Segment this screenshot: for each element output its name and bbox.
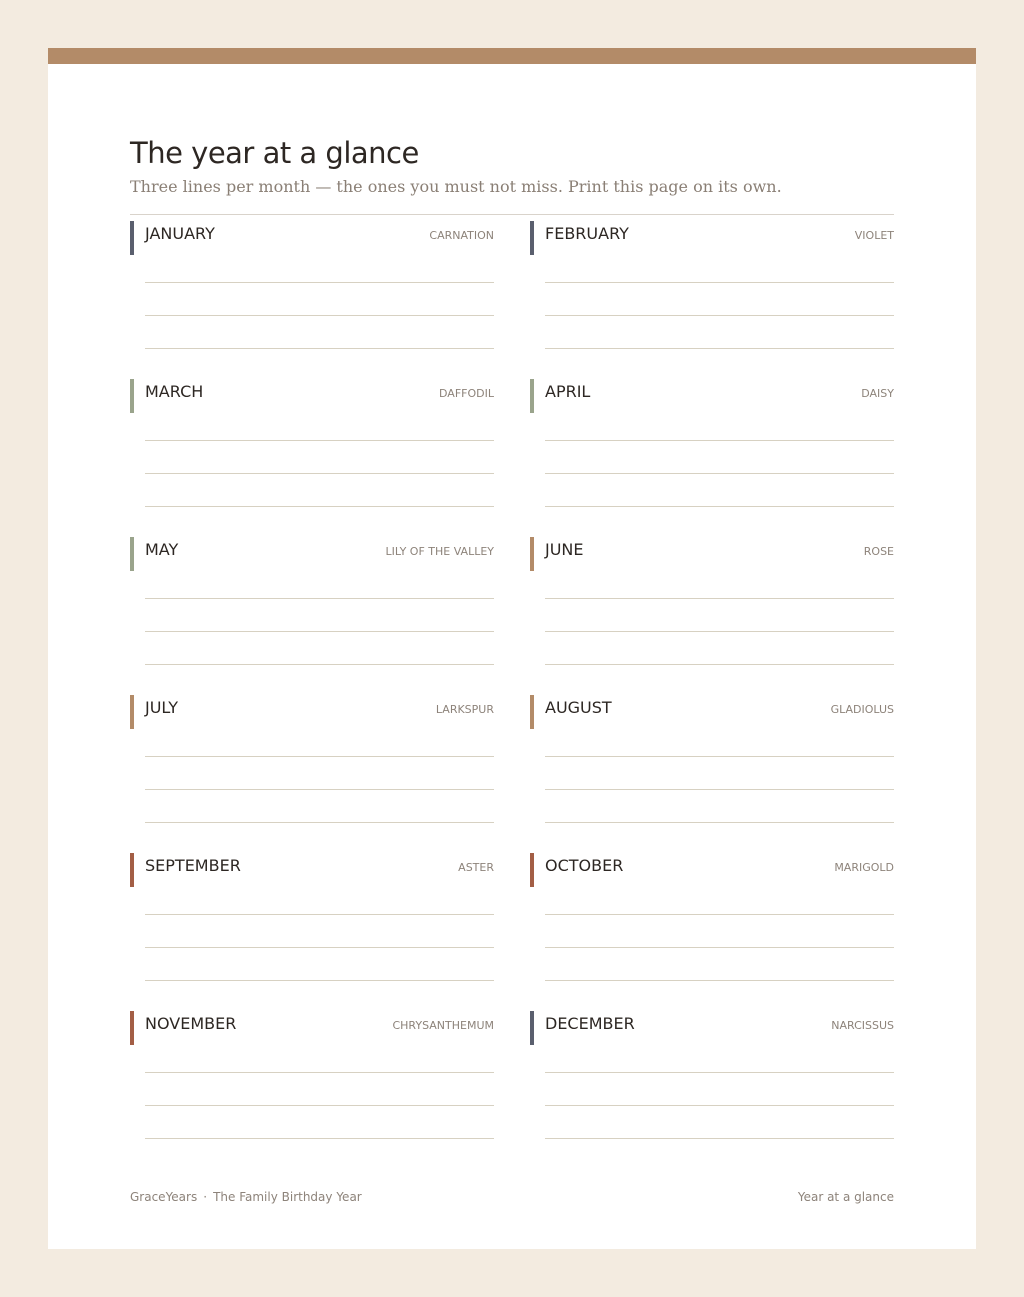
write-line[interactable] — [545, 756, 894, 757]
write-line[interactable] — [145, 914, 494, 915]
month-name: MARCH — [145, 382, 204, 401]
write-line[interactable] — [545, 980, 894, 981]
write-line[interactable] — [145, 664, 494, 665]
write-line[interactable] — [145, 631, 494, 632]
birth-flower: NARCISSUS — [831, 1019, 894, 1032]
month-february — [530, 221, 894, 357]
write-line[interactable] — [145, 506, 494, 507]
month-accent-bar — [130, 221, 134, 255]
write-line[interactable] — [545, 348, 894, 349]
month-name: APRIL — [545, 382, 591, 401]
month-accent-bar — [130, 379, 134, 413]
write-line[interactable] — [145, 1138, 494, 1139]
month-name: DECEMBER — [545, 1014, 635, 1033]
write-line[interactable] — [145, 789, 494, 790]
month-accent-bar — [530, 853, 534, 887]
top-accent-bar — [48, 48, 976, 64]
write-line[interactable] — [545, 914, 894, 915]
month-grid — [130, 221, 894, 1147]
birth-flower: CARNATION — [429, 229, 494, 242]
month-november — [130, 1011, 494, 1147]
write-line[interactable] — [545, 631, 894, 632]
write-line[interactable] — [545, 1072, 894, 1073]
footer-brand-line — [130, 1190, 362, 1204]
write-line[interactable] — [545, 1105, 894, 1106]
month-accent-bar — [530, 537, 534, 571]
month-april — [530, 379, 894, 515]
month-accent-bar — [530, 1011, 534, 1045]
page-title: The year at a glance — [130, 136, 419, 170]
write-line[interactable] — [145, 473, 494, 474]
month-accent-bar — [530, 695, 534, 729]
write-line[interactable] — [545, 440, 894, 441]
month-january — [130, 221, 494, 357]
month-name: JULY — [145, 698, 178, 717]
write-line[interactable] — [145, 756, 494, 757]
birth-flower: DAISY — [861, 387, 894, 400]
write-line[interactable] — [545, 315, 894, 316]
page-sheet — [48, 48, 976, 1249]
birth-flower: MARIGOLD — [834, 861, 894, 874]
write-line[interactable] — [145, 980, 494, 981]
birth-flower: LARKSPUR — [435, 703, 494, 716]
write-line[interactable] — [145, 598, 494, 599]
month-name: JANUARY — [145, 224, 215, 243]
birth-flower: LILY OF THE VALLEY — [385, 545, 494, 558]
month-march — [130, 379, 494, 515]
month-name: OCTOBER — [545, 856, 624, 875]
month-accent-bar — [130, 537, 134, 571]
month-october — [530, 853, 894, 989]
write-line[interactable] — [545, 506, 894, 507]
write-line[interactable] — [545, 664, 894, 665]
birth-flower: ROSE — [863, 545, 894, 558]
month-accent-bar — [130, 1011, 134, 1045]
page-subtitle: Three lines per month — the ones you must not miss. Print this page on its own. — [130, 177, 782, 196]
month-accent-bar — [130, 853, 134, 887]
write-line[interactable] — [145, 1072, 494, 1073]
birth-flower: CHRYSANTHEMUM — [392, 1019, 494, 1032]
month-accent-bar — [130, 695, 134, 729]
birth-flower: ASTER — [458, 861, 494, 874]
month-june — [530, 537, 894, 673]
footer-separator: · — [203, 1190, 208, 1204]
write-line[interactable] — [545, 473, 894, 474]
month-name: SEPTEMBER — [145, 856, 241, 875]
write-line[interactable] — [145, 822, 494, 823]
month-accent-bar — [530, 379, 534, 413]
write-line[interactable] — [145, 947, 494, 948]
birth-flower: VIOLET — [854, 229, 894, 242]
write-line[interactable] — [545, 282, 894, 283]
month-name: JUNE — [545, 540, 584, 559]
month-august — [530, 695, 894, 831]
write-line[interactable] — [145, 282, 494, 283]
month-december — [530, 1011, 894, 1147]
write-line[interactable] — [145, 440, 494, 441]
month-july — [130, 695, 494, 831]
write-line[interactable] — [545, 1138, 894, 1139]
month-name: NOVEMBER — [145, 1014, 237, 1033]
birth-flower: DAFFODIL — [439, 387, 494, 400]
write-line[interactable] — [145, 315, 494, 316]
footer-product: The Family Birthday Year — [213, 1190, 362, 1204]
month-name: FEBRUARY — [545, 224, 629, 243]
write-line[interactable] — [545, 947, 894, 948]
write-line[interactable] — [145, 348, 494, 349]
footer-brand: GraceYears — [130, 1190, 198, 1204]
header-divider — [130, 214, 894, 215]
footer-page-label: Year at a glance — [797, 1190, 894, 1204]
write-line[interactable] — [545, 822, 894, 823]
write-line[interactable] — [545, 598, 894, 599]
write-line[interactable] — [145, 1105, 494, 1106]
month-september — [130, 853, 494, 989]
month-accent-bar — [530, 221, 534, 255]
birth-flower: GLADIOLUS — [830, 703, 894, 716]
write-line[interactable] — [545, 789, 894, 790]
month-may — [130, 537, 494, 673]
month-name: MAY — [145, 540, 179, 559]
month-name: AUGUST — [545, 698, 612, 717]
